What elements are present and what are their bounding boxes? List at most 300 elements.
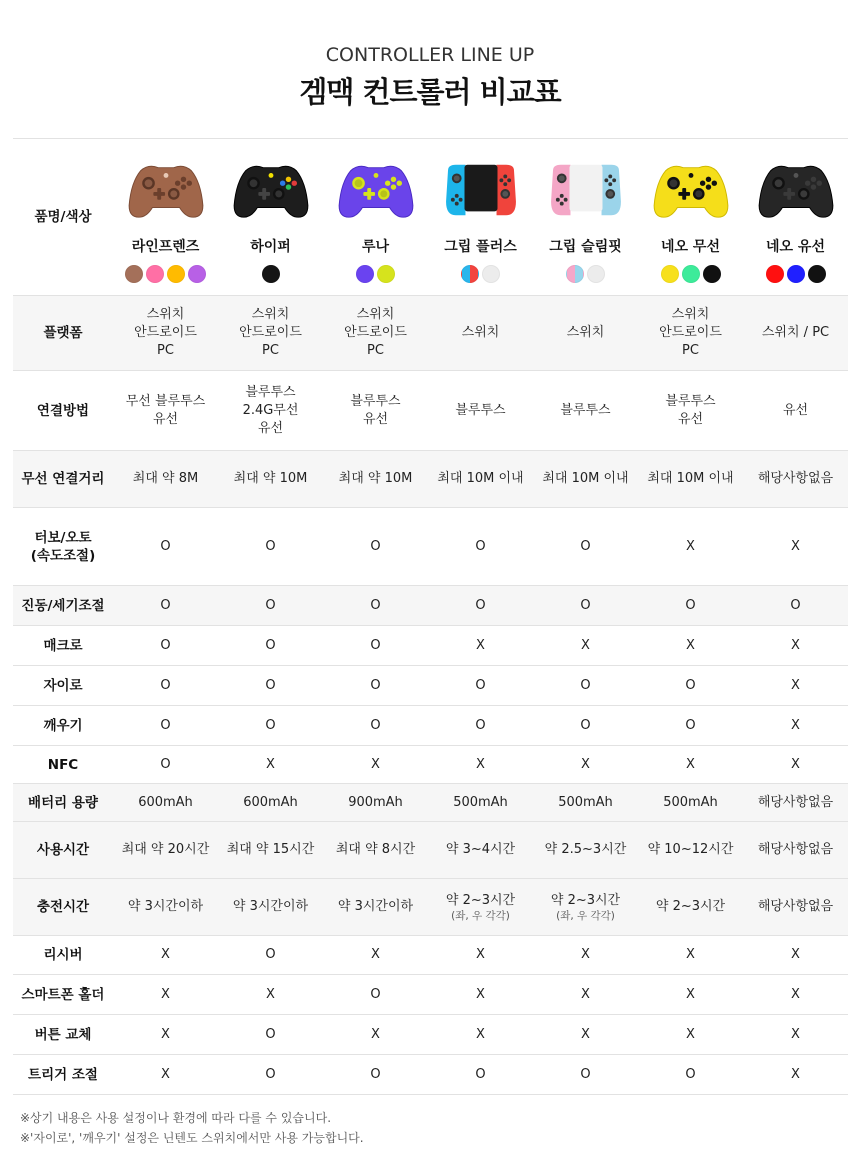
color-swatch: [188, 265, 206, 283]
spec-cell: [218, 975, 323, 1015]
row-label-line: 트리거 조절: [28, 1066, 98, 1083]
spec-row: [13, 936, 848, 975]
spec-cell: [638, 1015, 743, 1055]
color-swatch: [587, 265, 605, 283]
spec-value: X: [791, 1026, 800, 1042]
spec-value: 최대 10M 이내: [542, 471, 629, 486]
spec-value: 최대 약 8시간: [335, 842, 416, 857]
row-label: [13, 936, 113, 975]
spec-value: 스위치: [461, 325, 500, 340]
spec-value: 900mAh: [348, 794, 403, 810]
row-label: [13, 666, 113, 706]
spec-value: PC: [682, 343, 699, 358]
row-label-line: 스마트폰 홀더: [21, 986, 105, 1003]
row-label-line: 진동/세기조절: [21, 597, 105, 614]
row-label-line: 플랫폼: [43, 325, 83, 341]
spec-row: [13, 706, 848, 746]
spec-cell: [743, 371, 848, 451]
spec-value: 500mAh: [453, 794, 508, 810]
spec-value: X: [476, 1026, 485, 1042]
row-label-line: 리시버: [43, 947, 83, 963]
spec-value: 스위치: [146, 307, 185, 322]
spec-value: 블루투스: [665, 393, 716, 409]
spec-value: 600mAh: [138, 794, 193, 810]
row-label-line: 매크로: [43, 637, 83, 654]
spec-row: [13, 822, 848, 879]
spec-cell: [113, 706, 218, 746]
spec-value: 최대 약 20시간: [121, 842, 210, 857]
spec-cell: [533, 936, 638, 975]
spec-cell: [428, 879, 533, 936]
row-label: [13, 784, 113, 822]
color-swatch: [125, 265, 143, 283]
spec-value: X: [791, 1066, 800, 1082]
row-label: [13, 879, 113, 936]
spec-value: O: [475, 538, 486, 554]
spec-value: X: [686, 637, 695, 653]
spec-value: 스위치: [251, 307, 290, 322]
spec-value: X: [791, 986, 800, 1002]
row-label-line: 터보/오토: [34, 529, 92, 546]
spec-cell: [113, 296, 218, 371]
spec-value: 약 2~3시간: [655, 899, 726, 914]
spec-value: X: [686, 538, 695, 554]
color-swatches: [638, 265, 743, 285]
spec-value: X: [476, 637, 485, 653]
spec-value: O: [265, 637, 276, 653]
spec-value: O: [685, 1066, 696, 1082]
spec-value: 유선: [782, 402, 809, 418]
row-label: [13, 508, 113, 586]
color-swatches: [113, 265, 218, 285]
spec-cell: [743, 784, 848, 822]
color-swatch: [482, 265, 500, 283]
spec-cell: [428, 451, 533, 508]
spec-cell: [113, 1015, 218, 1055]
spec-cell: [428, 975, 533, 1015]
spec-value: 최대 약 8M: [132, 471, 199, 486]
product-cell: [533, 139, 638, 296]
spec-value: O: [685, 597, 696, 613]
spec-row: [13, 1015, 848, 1055]
spec-cell: [218, 784, 323, 822]
spec-value: O: [790, 597, 801, 613]
spec-value: O: [475, 1066, 486, 1082]
product-name: 그립 슬림핏: [549, 239, 622, 255]
row-label-line: 충전시간: [36, 899, 90, 915]
row-label: [13, 1015, 113, 1055]
spec-value: O: [265, 1026, 276, 1042]
color-swatches: [323, 265, 428, 285]
spec-cell: [743, 451, 848, 508]
spec-value: 최대 10M 이내: [647, 471, 734, 486]
spec-cell: [533, 746, 638, 784]
row-label-line: 배터리 용량: [28, 794, 98, 811]
spec-value: O: [160, 677, 171, 693]
spec-cell: [113, 371, 218, 451]
spec-value: O: [370, 538, 381, 554]
spec-cell: [323, 706, 428, 746]
spec-value: 무선 블루투스: [125, 393, 206, 409]
spec-value: 블루투스: [560, 402, 611, 418]
spec-cell: [743, 822, 848, 879]
spec-value: 안드로이드: [344, 325, 407, 340]
black-controller-icon: [743, 157, 848, 223]
spec-cell: [533, 626, 638, 666]
color-swatch: [461, 265, 479, 283]
product-name: 루나: [361, 239, 390, 255]
spec-cell: [218, 508, 323, 586]
brown-bear-controller-icon: [113, 157, 218, 223]
spec-value: O: [580, 538, 591, 554]
spec-value: O: [370, 717, 381, 733]
spec-cell: [428, 746, 533, 784]
spec-value: X: [266, 986, 275, 1002]
spec-cell: [323, 626, 428, 666]
spec-value: X: [476, 986, 485, 1002]
spec-value: X: [476, 947, 485, 962]
spec-cell: [638, 296, 743, 371]
footnote: ※상기 내용은 사용 설정이나 환경에 따라 다를 수 있습니다.: [20, 1111, 332, 1125]
page-header: [0, 44, 860, 111]
spec-value: 해당사항없음: [757, 794, 834, 810]
spec-cell: [743, 508, 848, 586]
spec-cell: [323, 1055, 428, 1095]
spec-value: 600mAh: [243, 794, 298, 810]
spec-cell: [218, 746, 323, 784]
spec-value: X: [581, 947, 590, 962]
spec-note: (좌, 우 각각): [556, 909, 615, 922]
spec-value: O: [370, 677, 381, 693]
spec-row: [13, 626, 848, 666]
spec-value: X: [791, 756, 800, 772]
spec-row: [13, 586, 848, 626]
spec-cell: [743, 296, 848, 371]
spec-cell: [638, 936, 743, 975]
spec-cell: [533, 1015, 638, 1055]
spec-value: X: [476, 756, 485, 772]
spec-value: O: [475, 677, 486, 693]
spec-value: 해당사항없음: [757, 471, 834, 486]
spec-value: X: [371, 756, 380, 772]
row-label: [13, 706, 113, 746]
spec-cell: [428, 784, 533, 822]
row-label: [13, 296, 113, 371]
spec-value: X: [791, 677, 800, 693]
spec-row: [13, 296, 848, 371]
spec-cell: [428, 822, 533, 879]
spec-value: O: [265, 717, 276, 733]
spec-cell: [218, 626, 323, 666]
color-swatch: [703, 265, 721, 283]
spec-value: 스위치: [356, 307, 395, 322]
spec-value: 약 2.5~3시간: [544, 842, 627, 857]
spec-cell: [323, 371, 428, 451]
spec-value: O: [475, 717, 486, 733]
color-swatch: [661, 265, 679, 283]
product-name: 네오 무선: [661, 239, 720, 255]
spec-value: 최대 약 15시간: [226, 842, 315, 857]
spec-value: O: [580, 1066, 591, 1082]
product-cell: [743, 139, 848, 296]
spec-cell: [533, 666, 638, 706]
spec-row: [13, 784, 848, 822]
spec-value: X: [581, 637, 590, 653]
spec-value: X: [791, 947, 800, 962]
comparison-table: [13, 138, 848, 1095]
row-label: [13, 371, 113, 451]
spec-cell: [428, 296, 533, 371]
spec-value: 블루투스: [245, 384, 296, 400]
spec-value: X: [686, 756, 695, 772]
color-swatch: [262, 265, 280, 283]
spec-value: X: [581, 1026, 590, 1042]
page-subtitle: CONTROLLER LINE UP: [325, 44, 535, 66]
spec-cell: [323, 784, 428, 822]
spec-value: O: [580, 597, 591, 613]
spec-cell: [323, 508, 428, 586]
product-name: 라인프렌즈: [131, 239, 200, 255]
spec-row: [13, 975, 848, 1015]
spec-value: 최대 10M 이내: [437, 471, 524, 486]
product-name: 하이퍼: [250, 239, 291, 255]
spec-value: 약 2~3시간: [550, 892, 621, 908]
row-label-line: 사용시간: [36, 842, 90, 858]
yellow-controller-icon: [638, 157, 743, 223]
spec-cell: [428, 706, 533, 746]
spec-row: [13, 451, 848, 508]
spec-cell: [638, 508, 743, 586]
spec-cell: [218, 666, 323, 706]
row-label-line: (속도조절): [30, 547, 96, 564]
spec-value: 유선: [257, 420, 284, 436]
spec-cell: [323, 666, 428, 706]
row-label-line: 버튼 교체: [34, 1026, 92, 1043]
spec-cell: [218, 936, 323, 975]
spec-cell: [218, 586, 323, 626]
spec-value: X: [161, 1066, 170, 1082]
color-swatch: [566, 265, 584, 283]
spec-value: 해당사항없음: [757, 899, 834, 914]
spec-value: 500mAh: [663, 794, 718, 810]
page-title: 겜맥 컨트롤러 비교표: [299, 75, 561, 109]
spec-cell: [638, 975, 743, 1015]
spec-cell: [113, 626, 218, 666]
spec-cell: [638, 1055, 743, 1095]
spec-value: O: [370, 986, 381, 1002]
spec-value: 약 3시간이하: [232, 899, 309, 914]
spec-cell: [428, 936, 533, 975]
spec-cell: [218, 879, 323, 936]
spec-value: 약 3~4시간: [445, 842, 516, 857]
spec-value: 스위치 / PC: [761, 325, 830, 340]
color-swatch: [808, 265, 826, 283]
spec-value: X: [686, 1026, 695, 1042]
color-swatch: [787, 265, 805, 283]
spec-cell: [428, 508, 533, 586]
spec-cell: [428, 586, 533, 626]
spec-value: O: [685, 717, 696, 733]
spec-cell: [638, 626, 743, 666]
color-swatches: [428, 265, 533, 285]
product-cell: [218, 139, 323, 296]
spec-cell: [533, 975, 638, 1015]
spec-cell: [323, 586, 428, 626]
spec-cell: [113, 666, 218, 706]
spec-cell: [533, 296, 638, 371]
spec-cell: [743, 936, 848, 975]
spec-value: X: [686, 947, 695, 962]
spec-cell: [428, 1015, 533, 1055]
spec-cell: [428, 1055, 533, 1095]
spec-value: O: [370, 597, 381, 613]
spec-cell: [638, 666, 743, 706]
spec-note: (좌, 우 각각): [451, 909, 510, 922]
spec-value: 2.4G무선: [242, 402, 299, 418]
spec-cell: [638, 371, 743, 451]
spec-value: O: [160, 717, 171, 733]
spec-value: X: [581, 756, 590, 772]
spec-cell: [323, 451, 428, 508]
color-swatch: [146, 265, 164, 283]
spec-value: X: [266, 756, 275, 772]
spec-value: 약 3시간이하: [127, 899, 204, 914]
spec-cell: [113, 586, 218, 626]
footnote: ※'자이로', '깨우기' 설정은 닌텐도 스위치에서만 사용 가능합니다.: [20, 1131, 364, 1145]
row-label: [13, 626, 113, 666]
spec-value: X: [686, 986, 695, 1002]
black-yellow-ring-controller-icon: [218, 157, 323, 223]
color-swatch: [356, 265, 374, 283]
spec-value: 안드로이드: [659, 325, 722, 340]
spec-value: PC: [367, 343, 384, 358]
spec-cell: [218, 706, 323, 746]
spec-row: [13, 666, 848, 706]
spec-value: O: [265, 1066, 276, 1082]
spec-value: 해당사항없음: [757, 842, 834, 857]
spec-row: [13, 746, 848, 784]
row-label-line: 깨우기: [43, 717, 83, 734]
spec-value: 블루투스: [455, 402, 506, 418]
purple-controller-icon: [323, 157, 428, 223]
spec-row: [13, 1055, 848, 1095]
spec-value: O: [160, 597, 171, 613]
spec-value: O: [370, 637, 381, 653]
color-swatch: [682, 265, 700, 283]
spec-cell: [743, 975, 848, 1015]
spec-cell: [218, 451, 323, 508]
spec-value: 스위치: [566, 325, 605, 340]
spec-value: X: [371, 1026, 380, 1042]
spec-cell: [533, 879, 638, 936]
spec-value: PC: [262, 343, 279, 358]
spec-cell: [743, 879, 848, 936]
spec-value: X: [161, 947, 170, 962]
color-swatch: [377, 265, 395, 283]
row-label-line: NFC: [47, 756, 79, 773]
spec-cell: [428, 666, 533, 706]
spec-value: O: [685, 677, 696, 693]
spec-cell: [638, 746, 743, 784]
color-swatch: [766, 265, 784, 283]
spec-cell: [428, 626, 533, 666]
row-label: [13, 975, 113, 1015]
spec-row: [13, 508, 848, 586]
product-name: 네오 유선: [766, 239, 825, 255]
spec-cell: [323, 746, 428, 784]
spec-cell: [743, 626, 848, 666]
row-label: 품명/색상: [13, 139, 113, 296]
pastel-grip-controller-icon: [533, 157, 638, 223]
spec-cell: [428, 371, 533, 451]
spec-cell: [323, 822, 428, 879]
row-label: [13, 586, 113, 626]
spec-value: X: [581, 986, 590, 1002]
spec-value: 안드로이드: [239, 325, 302, 340]
spec-cell: [533, 1055, 638, 1095]
spec-value: X: [161, 1026, 170, 1042]
spec-cell: [533, 784, 638, 822]
spec-cell: [638, 879, 743, 936]
spec-value: 최대 약 10M: [338, 471, 413, 486]
spec-cell: [638, 784, 743, 822]
spec-cell: [323, 936, 428, 975]
spec-cell: [533, 371, 638, 451]
row-label-line: 연결방법: [36, 402, 90, 419]
spec-cell: [113, 879, 218, 936]
spec-row: [13, 879, 848, 936]
spec-cell: [113, 784, 218, 822]
row-label-line: 무선 연결거리: [21, 471, 105, 487]
spec-value: X: [371, 947, 380, 962]
spec-value: O: [265, 947, 276, 962]
spec-cell: [638, 822, 743, 879]
spec-cell: [113, 508, 218, 586]
spec-value: 블루투스: [350, 393, 401, 409]
product-name: 그립 플러스: [444, 239, 517, 255]
spec-cell: [113, 746, 218, 784]
spec-cell: [113, 936, 218, 975]
product-cell: [638, 139, 743, 296]
color-swatches: [533, 265, 638, 285]
spec-row: [13, 371, 848, 451]
spec-cell: [218, 296, 323, 371]
spec-cell: [113, 975, 218, 1015]
spec-value: O: [265, 597, 276, 613]
spec-value: 유선: [152, 411, 179, 427]
row-label: [13, 1055, 113, 1095]
spec-value: O: [475, 597, 486, 613]
spec-value: 500mAh: [558, 794, 613, 810]
spec-cell: [533, 451, 638, 508]
spec-cell: [743, 586, 848, 626]
spec-cell: [533, 586, 638, 626]
spec-cell: [638, 586, 743, 626]
spec-cell: [323, 1015, 428, 1055]
product-cell: [323, 139, 428, 296]
spec-cell: [218, 822, 323, 879]
spec-value: 최대 약 10M: [233, 471, 308, 486]
spec-value: PC: [157, 343, 174, 358]
spec-cell: [638, 451, 743, 508]
spec-cell: [743, 706, 848, 746]
product-cell: [113, 139, 218, 296]
spec-value: 유선: [677, 411, 704, 427]
color-swatches: [743, 265, 848, 285]
spec-cell: [113, 1055, 218, 1095]
spec-cell: [323, 879, 428, 936]
spec-cell: [113, 822, 218, 879]
